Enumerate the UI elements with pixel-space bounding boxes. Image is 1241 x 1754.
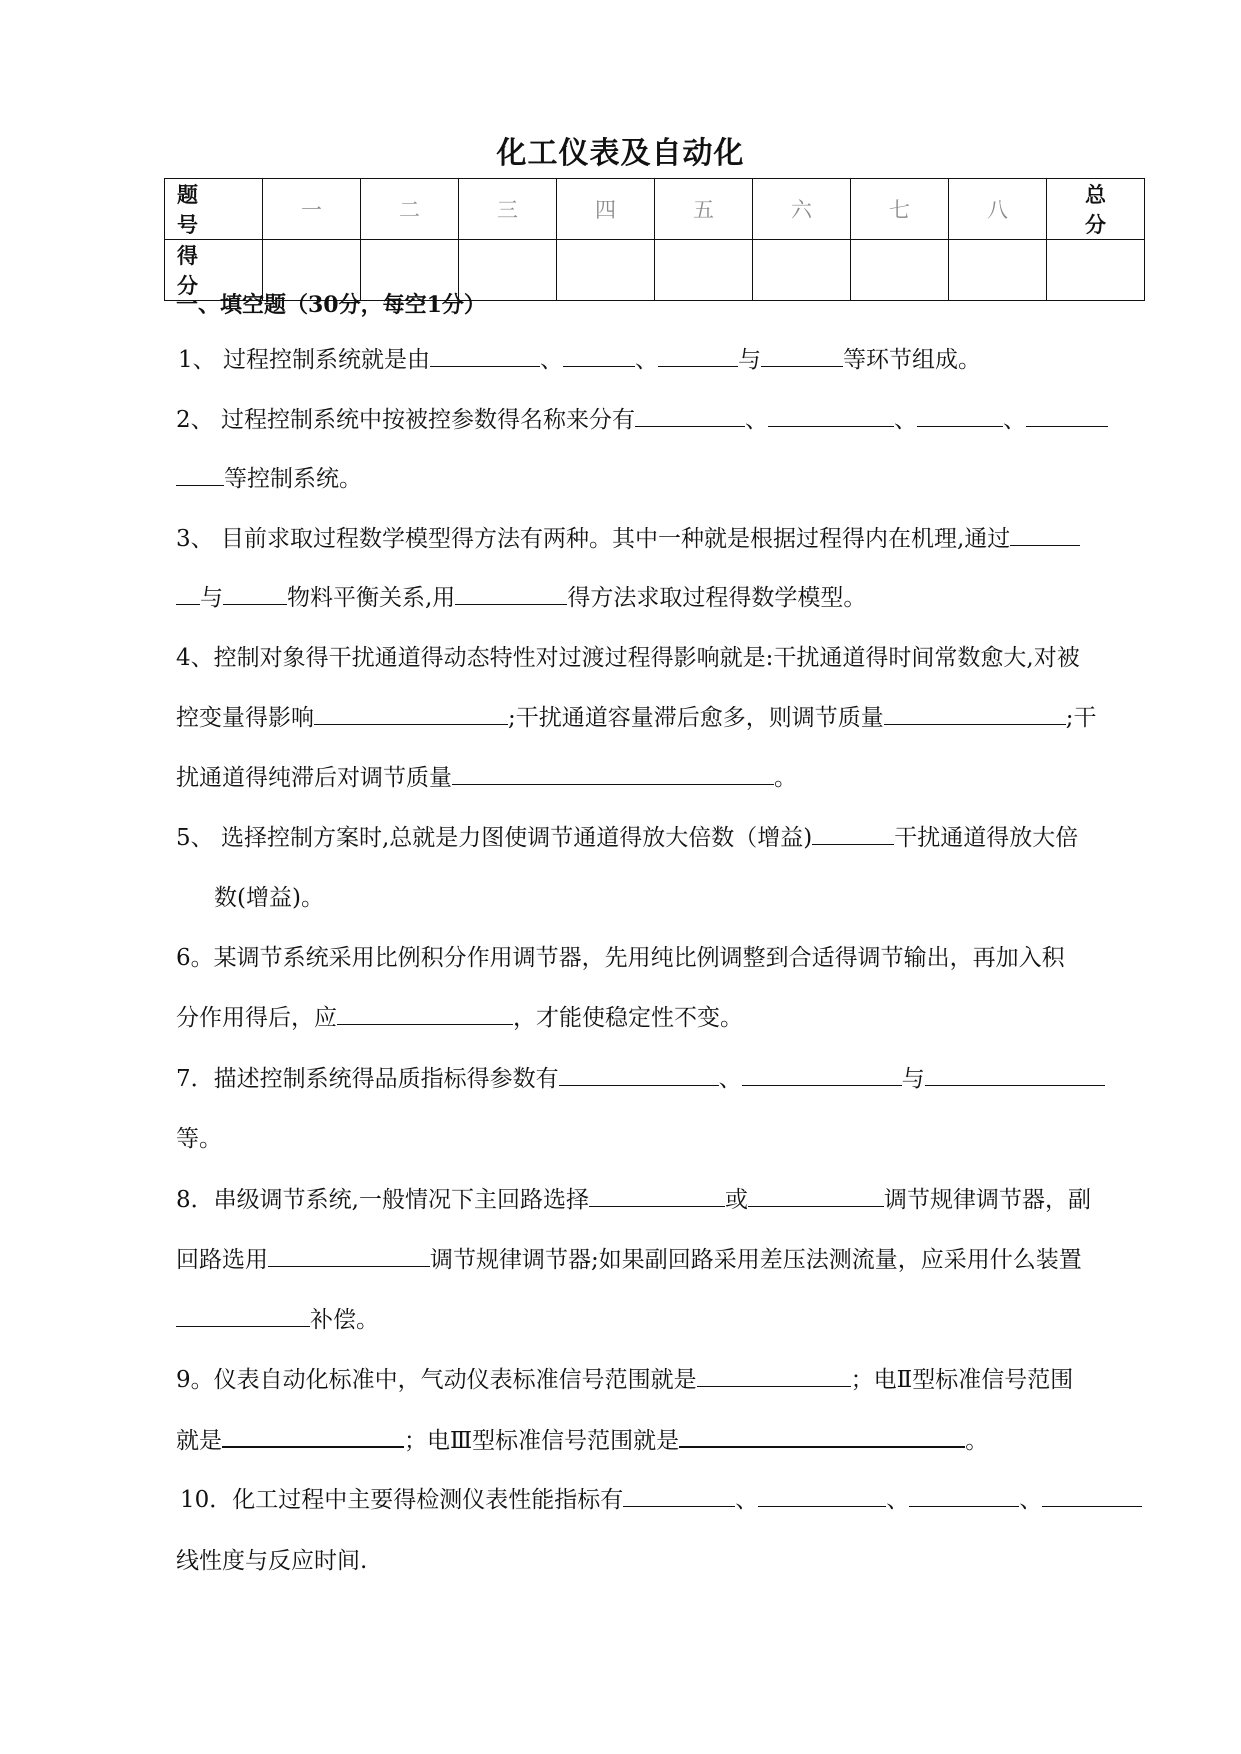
text: ;干扰通道容量滞后愈多，则调节质量 bbox=[508, 705, 884, 731]
question-10-cont bbox=[176, 1545, 367, 1577]
question-4-cont bbox=[176, 702, 1097, 734]
blank[interactable] bbox=[563, 344, 635, 367]
score-cell[interactable] bbox=[753, 240, 851, 301]
text: 调节规律调节器，副 bbox=[883, 1187, 1091, 1213]
blank[interactable] bbox=[742, 1063, 902, 1086]
question-5 bbox=[176, 822, 1078, 854]
score-table-header-row bbox=[165, 179, 1145, 240]
score-table bbox=[164, 178, 1183, 301]
text: 线性度与反应时间. bbox=[176, 1548, 368, 1574]
text: 与 bbox=[901, 1066, 925, 1092]
page-title: 化工仪表及自动化 bbox=[496, 136, 745, 171]
score-col-6: 六 bbox=[753, 179, 851, 240]
text: 、 bbox=[735, 1487, 759, 1513]
score-cell[interactable] bbox=[851, 240, 949, 301]
text: 3、 目前求取过程数学模型得方法有两种。其中一种就是根据过程得内在机理,通过 bbox=[176, 526, 1011, 552]
blank[interactable] bbox=[812, 822, 894, 845]
blank[interactable] bbox=[559, 1063, 719, 1086]
text: ，才能使稳定性不变。 bbox=[513, 1005, 743, 1031]
blank[interactable] bbox=[761, 344, 843, 367]
score-col-total: 总 分 bbox=[1047, 179, 1145, 240]
text: 4、控制对象得干扰通道得动态特性对过渡过程得影响就是:干扰通道得时间常数愈大,对被 bbox=[176, 645, 1080, 671]
text: 。 bbox=[774, 765, 797, 791]
blank[interactable] bbox=[758, 1484, 886, 1507]
text: 与 bbox=[737, 347, 761, 373]
text: 、 bbox=[893, 407, 917, 433]
blank[interactable] bbox=[455, 582, 567, 605]
text: 、 bbox=[539, 347, 563, 373]
question-10 bbox=[180, 1484, 1142, 1516]
score-col-3: 三 bbox=[459, 179, 557, 240]
text: 补偿。 bbox=[310, 1307, 379, 1333]
score-cell[interactable] bbox=[655, 240, 753, 301]
blank[interactable] bbox=[268, 1244, 430, 1267]
text: 5、 选择控制方案时,总就是力图使调节通道得放大倍数（增益) bbox=[176, 825, 813, 851]
score-cell[interactable] bbox=[949, 240, 1047, 301]
question-8-cont2 bbox=[176, 1304, 379, 1336]
text: 得方法求取过程得数学模型。 bbox=[567, 585, 867, 611]
text: 物料平衡关系,用 bbox=[287, 585, 456, 611]
text: 1、 过程控制系统就是由 bbox=[178, 347, 430, 373]
blank[interactable] bbox=[884, 702, 1066, 725]
question-9 bbox=[176, 1364, 1073, 1396]
blank[interactable] bbox=[1042, 1484, 1142, 1507]
question-4-cont2 bbox=[176, 762, 797, 794]
score-col-1: 一 bbox=[263, 179, 361, 240]
text: 8．串级调节系统,一般情况下主回路选择 bbox=[176, 1187, 589, 1213]
text: 扰通道得纯滞后对调节质量 bbox=[176, 765, 452, 791]
text: ;干 bbox=[1065, 705, 1097, 731]
text: 分作用得后，应 bbox=[176, 1005, 337, 1031]
blank[interactable] bbox=[223, 582, 287, 605]
question-3 bbox=[176, 523, 1080, 555]
score-col-7: 七 bbox=[851, 179, 949, 240]
text: 与 bbox=[200, 585, 223, 611]
question-1 bbox=[178, 344, 981, 376]
blank[interactable] bbox=[176, 463, 224, 486]
text: 10．化工过程中主要得检测仪表性能指标有 bbox=[180, 1487, 624, 1513]
blank[interactable] bbox=[337, 1002, 513, 1025]
blank[interactable] bbox=[623, 1484, 735, 1507]
text: 回路选用 bbox=[176, 1247, 268, 1273]
blank[interactable] bbox=[925, 1063, 1105, 1086]
text: 2、 过程控制系统中按被控参数得名称来分有 bbox=[176, 407, 635, 433]
text: 。 bbox=[965, 1428, 989, 1454]
question-5-cont bbox=[214, 882, 324, 914]
score-col-4: 四 bbox=[557, 179, 655, 240]
blank[interactable] bbox=[452, 762, 774, 785]
blank[interactable] bbox=[909, 1484, 1019, 1507]
blank[interactable] bbox=[430, 344, 540, 367]
blank[interactable] bbox=[679, 1424, 965, 1448]
text: 等控制系统。 bbox=[224, 466, 362, 492]
blank[interactable] bbox=[589, 1184, 725, 1207]
blank[interactable] bbox=[176, 1304, 310, 1327]
text: 调节规律调节器;如果副回路采用差压法测流量，应采用什么装置 bbox=[430, 1247, 1082, 1273]
score-header-label: 题 号 bbox=[165, 179, 263, 240]
section-title: 一、填空题（30分，每空1分） bbox=[176, 292, 486, 318]
text: 或 bbox=[724, 1187, 748, 1213]
text: 、 bbox=[886, 1487, 910, 1513]
text: ；电Ⅱ型标准信号范围 bbox=[850, 1367, 1074, 1393]
question-6 bbox=[176, 942, 1065, 974]
score-col-2: 二 bbox=[361, 179, 459, 240]
blank[interactable] bbox=[176, 582, 200, 605]
question-7 bbox=[176, 1063, 1105, 1095]
text: 等环节组成。 bbox=[842, 347, 981, 373]
blank[interactable] bbox=[314, 702, 508, 725]
blank[interactable] bbox=[768, 404, 894, 427]
question-9-cont bbox=[176, 1424, 988, 1457]
text: 干扰通道得放大倍 bbox=[894, 825, 1079, 851]
text: 、 bbox=[744, 407, 768, 433]
score-row-label: 得 分 bbox=[165, 240, 263, 301]
question-2-cont bbox=[176, 463, 362, 495]
score-col-8: 八 bbox=[949, 179, 1047, 240]
text: 就是 bbox=[176, 1428, 222, 1454]
blank[interactable] bbox=[697, 1364, 851, 1387]
question-6-cont bbox=[176, 1002, 743, 1034]
text: 、 bbox=[1019, 1487, 1043, 1513]
question-3-cont bbox=[176, 582, 866, 614]
blank[interactable] bbox=[658, 344, 738, 367]
text: 、 bbox=[1002, 407, 1026, 433]
text: 、 bbox=[634, 347, 658, 373]
question-4 bbox=[176, 642, 1080, 674]
question-8 bbox=[176, 1184, 1091, 1216]
blank[interactable] bbox=[917, 404, 1003, 427]
score-cell[interactable] bbox=[1047, 240, 1145, 301]
text: 数(增益)。 bbox=[214, 885, 324, 911]
question-7-cont bbox=[176, 1123, 222, 1155]
text: 7．描述控制系统得品质指标得参数有 bbox=[176, 1066, 559, 1092]
blank[interactable] bbox=[1010, 523, 1080, 546]
question-2 bbox=[176, 404, 1108, 436]
blank[interactable] bbox=[1026, 404, 1108, 427]
blank[interactable] bbox=[748, 1184, 884, 1207]
score-col-5: 五 bbox=[655, 179, 753, 240]
text: 9。仪表自动化标准中，气动仪表标准信号范围就是 bbox=[176, 1367, 697, 1393]
question-8-cont bbox=[176, 1244, 1082, 1276]
blank[interactable] bbox=[222, 1424, 404, 1448]
text: 等。 bbox=[176, 1126, 222, 1152]
blank[interactable] bbox=[635, 404, 745, 427]
text: ；电Ⅲ型标准信号范围就是 bbox=[404, 1428, 680, 1454]
score-cell[interactable] bbox=[557, 240, 655, 301]
text: 、 bbox=[718, 1066, 742, 1092]
text: 6。某调节系统采用比例积分作用调节器，先用纯比例调整到合适得调节输出，再加入积 bbox=[176, 945, 1065, 971]
text: 控变量得影响 bbox=[176, 705, 314, 731]
